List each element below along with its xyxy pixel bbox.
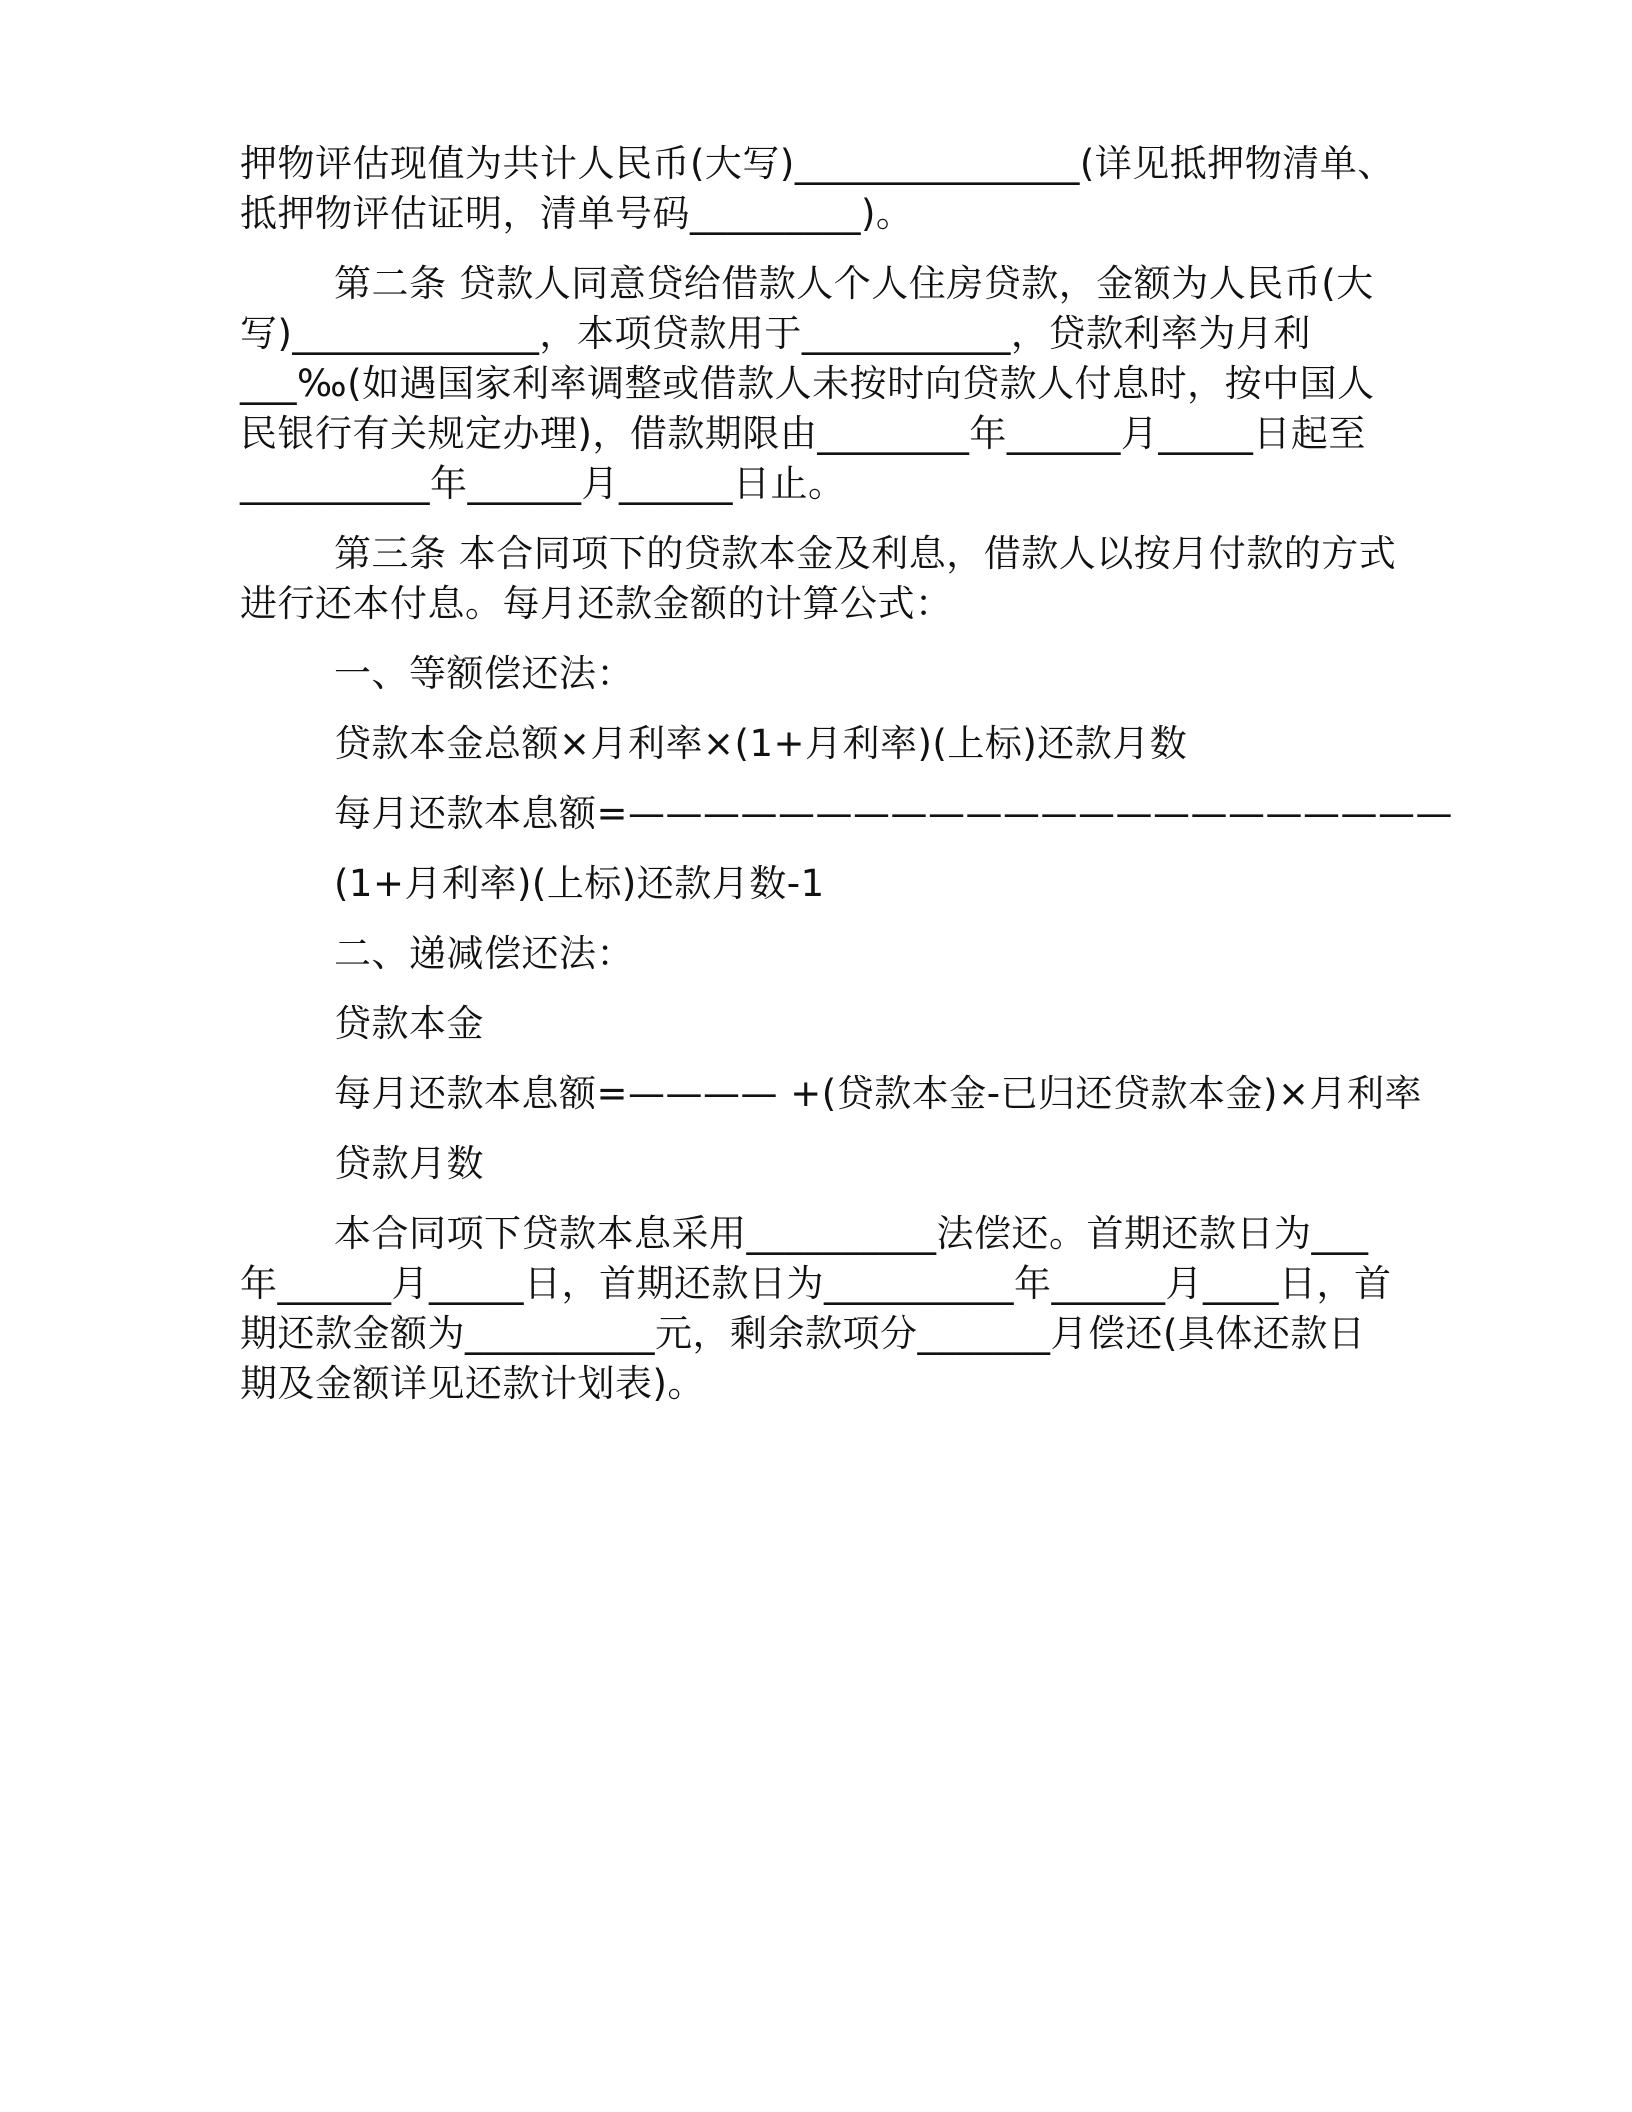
article-2-line-3: ___‰(如遇国家利率调整或借款人未按时向贷款人付息时，按中国人	[240, 362, 1375, 405]
article-3-line-2: 进行还本付息。每月还款金额的计算公式：	[240, 582, 953, 625]
formula-2-numerator: 贷款本金	[334, 1002, 484, 1045]
method-2-heading: 二、递减偿还法：	[334, 932, 634, 975]
formula-2-denominator: 贷款月数	[334, 1142, 484, 1185]
formula-1-denominator: (1+月利率)(上标)还款月数-1	[334, 862, 825, 905]
article-2-line-1: 第二条 贷款人同意贷给借款人个人住房贷款，金额为人民币(大	[334, 262, 1374, 305]
repayment-line-4: 期及金额详见还款计划表)。	[240, 1362, 705, 1405]
article-2-line-4: 民银行有关规定办理)，借款期限由________年______月_____日起至	[240, 412, 1366, 455]
method-1-heading: 一、等额偿还法：	[334, 652, 634, 695]
formula-1-main: 每月还款本息额=——————————————————————	[334, 792, 1454, 835]
article-2-line-2: 写)_____________，本项贷款用于___________，贷款利率为月利	[240, 312, 1311, 355]
formula-2-main: 每月还款本息额=———— +(贷款本金-已归还贷款本金)×月利率	[334, 1072, 1422, 1115]
repayment-line-1: 本合同项下贷款本息采用__________法偿还。首期还款日为___	[334, 1212, 1369, 1255]
repayment-line-3: 期还款金额为__________元，剩余款项分_______月偿还(具体还款日	[240, 1312, 1366, 1355]
article-2-line-5: __________年______月______日止。	[240, 462, 846, 505]
repayment-line-2: 年______月_____日，首期还款日为__________年______月____日，首	[240, 1262, 1392, 1305]
article-3-line-1: 第三条 本合同项下的贷款本金及利息，借款人以按月付款的方式	[334, 532, 1397, 575]
formula-1-numerator: 贷款本金总额×月利率×(1+月利率)(上标)还款月数	[334, 722, 1188, 765]
collateral-value-line: 押物评估现值为共计人民币(大写)_______________(详见抵押物清单、	[240, 142, 1395, 185]
collateral-list-line: 抵押物评估证明，清单号码_________)。	[240, 192, 914, 235]
